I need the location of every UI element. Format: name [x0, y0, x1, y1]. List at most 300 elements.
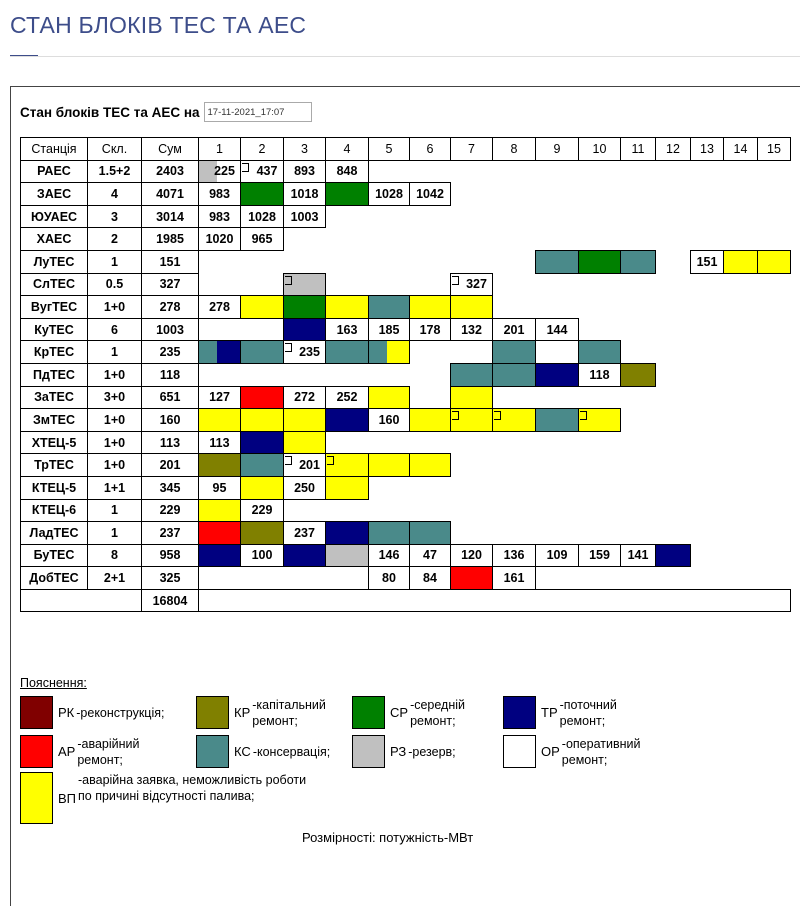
panel-header [20, 100, 312, 124]
legend-desc: -аварійна заявка, неможливість роботи по причині відсутності палива; [78, 773, 307, 803]
unit-cell [369, 409, 410, 432]
unit-cell [369, 183, 410, 206]
table-row [21, 296, 791, 319]
unit-power-value: 1003 [290, 209, 319, 224]
unit-cell [369, 318, 410, 341]
empty-unit-cell [536, 454, 579, 477]
empty-unit-cell [724, 567, 758, 590]
unit-power-value: 201 [503, 322, 525, 337]
legend-code: СР [390, 705, 409, 720]
unit-cell [326, 296, 369, 319]
legend-desc: -консервація; [252, 744, 331, 759]
empty-unit-cell [536, 522, 579, 545]
total-power-cell: 958 [142, 544, 199, 567]
total-power-cell: 235 [142, 341, 199, 364]
unit-cell [493, 318, 536, 341]
table-row [21, 431, 791, 454]
unit-column-header: 3 [284, 138, 326, 161]
station-cell: КуТЕС [21, 318, 88, 341]
unit-power-value: 1042 [416, 186, 444, 201]
empty-unit-cell [579, 205, 621, 228]
unit-power-value [509, 413, 519, 427]
empty-unit-cell [536, 567, 579, 590]
empty-unit-cell [326, 250, 369, 273]
unit-cell [199, 409, 241, 432]
composition-cell: 3+0 [88, 386, 142, 409]
empty-unit-cell [691, 567, 724, 590]
unit-power-value [342, 458, 352, 472]
legend-swatch-rk [20, 696, 53, 729]
empty-unit-cell [369, 273, 410, 296]
unit-cell [451, 318, 493, 341]
empty-unit-cell [284, 363, 326, 386]
empty-unit-cell [410, 273, 451, 296]
legend-item-vp [20, 772, 310, 824]
composition-cell: 1 [88, 499, 142, 522]
empty-unit-cell [656, 476, 691, 499]
empty-unit-cell [579, 476, 621, 499]
unit-power-value: 201 [299, 458, 320, 473]
unit-cell [451, 296, 493, 319]
unit-power-value: 327 [466, 277, 487, 292]
station-cell: ВугТЕС [21, 296, 88, 319]
empty-unit-cell [691, 318, 724, 341]
unit-cell [410, 409, 451, 432]
empty-unit-cell [621, 273, 656, 296]
unit-column-header: 10 [579, 138, 621, 161]
unit-cell [579, 544, 621, 567]
unit-power-value: 237 [294, 525, 315, 540]
unit-cell [536, 250, 579, 273]
empty-unit-cell [536, 273, 579, 296]
total-power-cell: 327 [142, 273, 199, 296]
composition-cell: 4 [88, 183, 142, 206]
empty-unit-cell [691, 499, 724, 522]
total-power-cell: 151 [142, 250, 199, 273]
unit-cell [536, 544, 579, 567]
empty-unit-cell [691, 273, 724, 296]
total-row [21, 589, 791, 612]
empty-unit-cell [724, 409, 758, 432]
unit-column-header: 8 [493, 138, 536, 161]
empty-unit-cell [493, 386, 536, 409]
total-power-cell: 118 [142, 363, 199, 386]
empty-unit-cell [579, 454, 621, 477]
grand-total-cell: 16804 [142, 589, 199, 612]
unit-split-marker [580, 411, 587, 420]
empty-unit-cell [724, 431, 758, 454]
empty-unit-cell [451, 183, 493, 206]
empty-unit-cell [758, 363, 791, 386]
unit-cell [724, 250, 758, 273]
empty-unit-cell [758, 341, 791, 364]
unit-power-value: 113 [209, 435, 230, 450]
empty-unit-cell [621, 409, 656, 432]
empty-unit-cell [451, 499, 493, 522]
empty-unit-cell [691, 409, 724, 432]
station-cell: КТЕЦ-6 [21, 499, 88, 522]
empty-unit-cell [724, 205, 758, 228]
empty-unit-cell [579, 160, 621, 183]
unit-power-value: 84 [423, 571, 437, 586]
empty-unit-cell [656, 499, 691, 522]
empty-unit-cell [656, 183, 691, 206]
total-power-cell: 229 [142, 499, 199, 522]
empty-unit-cell [369, 499, 410, 522]
station-cell: ДобТЕС [21, 567, 88, 590]
unit-cell [199, 386, 241, 409]
empty-unit-cell [241, 250, 284, 273]
legend-code: КС [234, 744, 251, 759]
empty-unit-cell [691, 544, 724, 567]
empty-unit-cell [656, 318, 691, 341]
unit-cell [369, 567, 410, 590]
unit-power-value: 146 [378, 548, 400, 563]
table-row [21, 228, 791, 251]
empty-unit-cell [691, 386, 724, 409]
legend-swatch-rz [352, 735, 385, 768]
empty-unit-cell [579, 183, 621, 206]
legend-item-sr [352, 696, 490, 729]
empty-unit-cell [621, 318, 656, 341]
total-power-cell: 201 [142, 454, 199, 477]
empty-unit-cell [493, 205, 536, 228]
composition-cell: 6 [88, 318, 142, 341]
empty-unit-cell [326, 205, 369, 228]
empty-unit-cell [656, 296, 691, 319]
empty-unit-cell [579, 386, 621, 409]
unit-power-value: 1028 [375, 186, 403, 201]
empty-unit-cell [724, 273, 758, 296]
total-power-cell: 3014 [142, 205, 199, 228]
composition-cell: 2+1 [88, 567, 142, 590]
table-row [21, 386, 791, 409]
unit-power-value: 132 [461, 322, 482, 337]
empty-unit-cell [691, 341, 724, 364]
total-power-cell: 1003 [142, 318, 199, 341]
unit-power-value [509, 345, 519, 359]
unit-cell [621, 363, 656, 386]
empty-unit-cell [199, 250, 241, 273]
empty-unit-cell [621, 476, 656, 499]
column-header: Сум [142, 138, 199, 161]
unit-power-value: 136 [503, 548, 525, 563]
empty-unit-cell [656, 409, 691, 432]
unit-power-value [257, 345, 267, 359]
empty-unit-cell [656, 250, 691, 273]
unit-cell [536, 318, 579, 341]
unit-cell [284, 544, 326, 567]
table-row [21, 363, 791, 386]
table-row [21, 341, 791, 364]
station-cell: ХАЕС [21, 228, 88, 251]
empty-unit-cell [621, 567, 656, 590]
empty-unit-cell [656, 160, 691, 183]
legend-code: АР [58, 744, 76, 759]
unit-cell [326, 160, 369, 183]
unit-cell [326, 183, 369, 206]
empty-unit-cell [326, 567, 369, 590]
empty-unit-cell [241, 273, 284, 296]
unit-cell [284, 341, 326, 364]
composition-cell: 1 [88, 522, 142, 545]
legend-item-ks [196, 735, 330, 768]
unit-cell [369, 522, 410, 545]
empty-unit-cell [579, 318, 621, 341]
unit-cell [241, 386, 284, 409]
empty-unit-cell [536, 499, 579, 522]
unit-power-value: 95 [212, 480, 227, 495]
unit-cell [199, 183, 241, 206]
composition-cell: 8 [88, 544, 142, 567]
table-row [21, 205, 791, 228]
unit-power-value: 437 [256, 164, 278, 179]
empty-unit-cell [621, 341, 656, 364]
composition-cell: 1+0 [88, 454, 142, 477]
unit-cell [241, 205, 284, 228]
units-table [20, 137, 791, 612]
empty-unit-cell [656, 567, 691, 590]
unit-power-value: 151 [696, 254, 718, 269]
empty-unit-cell [691, 476, 724, 499]
unit-cell [493, 409, 536, 432]
empty-unit-cell [724, 183, 758, 206]
empty-unit-cell [369, 160, 410, 183]
empty-unit-cell [369, 431, 410, 454]
unit-cell [284, 183, 326, 206]
empty-unit-cell [758, 567, 791, 590]
unit-cell [284, 273, 326, 296]
unit-cell [369, 454, 410, 477]
legend-swatch-tr [503, 696, 536, 729]
empty-unit-cell [326, 273, 369, 296]
empty-unit-cell [369, 205, 410, 228]
empty-unit-cell [656, 431, 691, 454]
unit-cell [326, 341, 369, 364]
table-row [21, 183, 791, 206]
unit-cell [326, 454, 369, 477]
empty-unit-cell [579, 522, 621, 545]
empty-unit-cell [536, 228, 579, 251]
unit-power-value: 1020 [205, 232, 234, 247]
legend-desc: -реконструкція; [76, 705, 165, 720]
empty-unit-cell [724, 160, 758, 183]
unit-cell [284, 318, 326, 341]
total-power-cell: 651 [142, 386, 199, 409]
empty-unit-cell [691, 363, 724, 386]
unit-cell [284, 296, 326, 319]
empty-unit-cell [724, 363, 758, 386]
empty-unit-cell [199, 273, 241, 296]
unit-cell [241, 341, 284, 364]
empty-unit-cell [724, 522, 758, 545]
empty-unit-cell [493, 183, 536, 206]
empty-unit-cell [621, 522, 656, 545]
total-power-cell: 325 [142, 567, 199, 590]
station-cell: СлТЕС [21, 273, 88, 296]
empty-unit-cell [410, 363, 451, 386]
empty-unit-cell [536, 386, 579, 409]
unit-power-value [257, 458, 267, 472]
unit-cell [199, 454, 241, 477]
legend-swatch-vp [20, 772, 53, 824]
unit-power-value: 141 [627, 548, 649, 563]
legend-swatch-kr [196, 696, 229, 729]
empty-unit-cell [369, 228, 410, 251]
unit-split-marker [327, 456, 334, 465]
unit-column-header: 11 [621, 138, 656, 161]
legend-code: РЗ [390, 744, 407, 759]
panel-title: Стан блоків ТЕС та АЕС на [20, 104, 200, 120]
column-header: Скл. [88, 138, 142, 161]
unit-cell [199, 205, 241, 228]
unit-cell [199, 522, 241, 545]
composition-cell: 3 [88, 205, 142, 228]
station-cell: ЛадТЕС [21, 522, 88, 545]
empty-unit-cell [536, 205, 579, 228]
unit-cell [199, 476, 241, 499]
empty-unit-cell [493, 499, 536, 522]
unit-cell [410, 183, 451, 206]
empty-unit-cell [758, 386, 791, 409]
empty-unit-cell [326, 431, 369, 454]
unit-power-value: 178 [419, 322, 441, 337]
table-row [21, 522, 791, 545]
unit-power-value: 47 [423, 548, 437, 563]
total-row-spacer [199, 589, 791, 612]
empty-unit-cell [758, 160, 791, 183]
composition-cell: 1+0 [88, 363, 142, 386]
unit-cell [284, 160, 326, 183]
empty-unit-cell [410, 386, 451, 409]
empty-unit-cell [621, 499, 656, 522]
unit-cell [536, 409, 579, 432]
legend-desc: -поточний ремонт; [559, 697, 617, 728]
date-input[interactable] [204, 102, 312, 122]
table-row [21, 160, 791, 183]
station-cell: БуТЕС [21, 544, 88, 567]
column-header: Станція [21, 138, 88, 161]
unit-column-header: 14 [724, 138, 758, 161]
empty-unit-cell [691, 160, 724, 183]
unit-power-value: 983 [209, 186, 230, 201]
empty-unit-cell [451, 476, 493, 499]
empty-unit-cell [536, 296, 579, 319]
unit-power-value: 120 [461, 548, 482, 563]
legend-item-tr [503, 696, 640, 729]
unit-cell [493, 341, 536, 364]
unit-cell [410, 318, 451, 341]
legend-swatch-or [503, 735, 536, 768]
unit-column-header: 7 [451, 138, 493, 161]
legend-code: ОР [541, 744, 560, 759]
empty-unit-cell [621, 296, 656, 319]
unit-column-header: 2 [241, 138, 284, 161]
empty-unit-cell [451, 160, 493, 183]
legend-code: ТР [541, 705, 558, 720]
unit-cell [410, 567, 451, 590]
unit-power-value: 848 [336, 164, 358, 179]
unit-cell [241, 522, 284, 545]
unit-power-value: 225 [214, 164, 235, 179]
unit-column-header: 15 [758, 138, 791, 161]
empty-unit-cell [758, 409, 791, 432]
legend-item-ar [20, 735, 167, 768]
empty-unit-cell [691, 205, 724, 228]
empty-unit-cell [691, 183, 724, 206]
composition-cell: 1+1 [88, 476, 142, 499]
legend-item-rz [352, 735, 456, 768]
unit-cell [241, 476, 284, 499]
empty-unit-cell [284, 250, 326, 273]
station-cell: ЗмТЕС [21, 409, 88, 432]
empty-unit-cell [724, 499, 758, 522]
unit-cell [451, 363, 493, 386]
empty-unit-cell [410, 499, 451, 522]
unit-cell [451, 386, 493, 409]
unit-cell [656, 544, 691, 567]
unit-cell [241, 499, 284, 522]
empty-unit-cell [493, 228, 536, 251]
unit-column-header: 6 [410, 138, 451, 161]
empty-unit-cell [493, 273, 536, 296]
empty-unit-cell [493, 522, 536, 545]
empty-unit-cell [199, 363, 241, 386]
empty-unit-cell [536, 160, 579, 183]
empty-unit-cell [284, 567, 326, 590]
unit-cell [199, 544, 241, 567]
unit-cell [451, 409, 493, 432]
empty-unit-cell [621, 431, 656, 454]
unit-column-header: 13 [691, 138, 724, 161]
empty-unit-cell [410, 431, 451, 454]
unit-power-value: 278 [209, 299, 230, 314]
table-body [21, 160, 791, 612]
legend-item-or [503, 735, 662, 768]
unit-cell [493, 544, 536, 567]
empty-unit-cell [621, 228, 656, 251]
empty-unit-cell [284, 228, 326, 251]
unit-column-header: 4 [326, 138, 369, 161]
unit-power-value [342, 345, 352, 359]
total-power-cell: 4071 [142, 183, 199, 206]
unit-power-value: 983 [209, 209, 230, 224]
legend-swatch-ar [20, 735, 53, 768]
unit-cell [241, 409, 284, 432]
unit-cell [284, 454, 326, 477]
station-cell: ЮУАЕС [21, 205, 88, 228]
empty-unit-cell [758, 205, 791, 228]
unit-cell [284, 409, 326, 432]
empty-unit-cell [724, 386, 758, 409]
empty-unit-cell [410, 250, 451, 273]
table-row [21, 499, 791, 522]
unit-power-value: 252 [336, 390, 358, 405]
empty-unit-cell [724, 228, 758, 251]
unit-cell [326, 318, 369, 341]
total-power-cell: 345 [142, 476, 199, 499]
empty-unit-cell [451, 522, 493, 545]
units-note: Розмірності: потужність-МВт [302, 830, 474, 845]
unit-cell [326, 544, 369, 567]
empty-unit-cell [656, 228, 691, 251]
unit-power-value [215, 345, 225, 359]
empty-unit-cell [326, 499, 369, 522]
unit-cell [241, 544, 284, 567]
unit-power-value: 893 [294, 164, 315, 179]
legend-desc: -оперативний ремонт; [561, 736, 641, 767]
empty-unit-cell [758, 431, 791, 454]
